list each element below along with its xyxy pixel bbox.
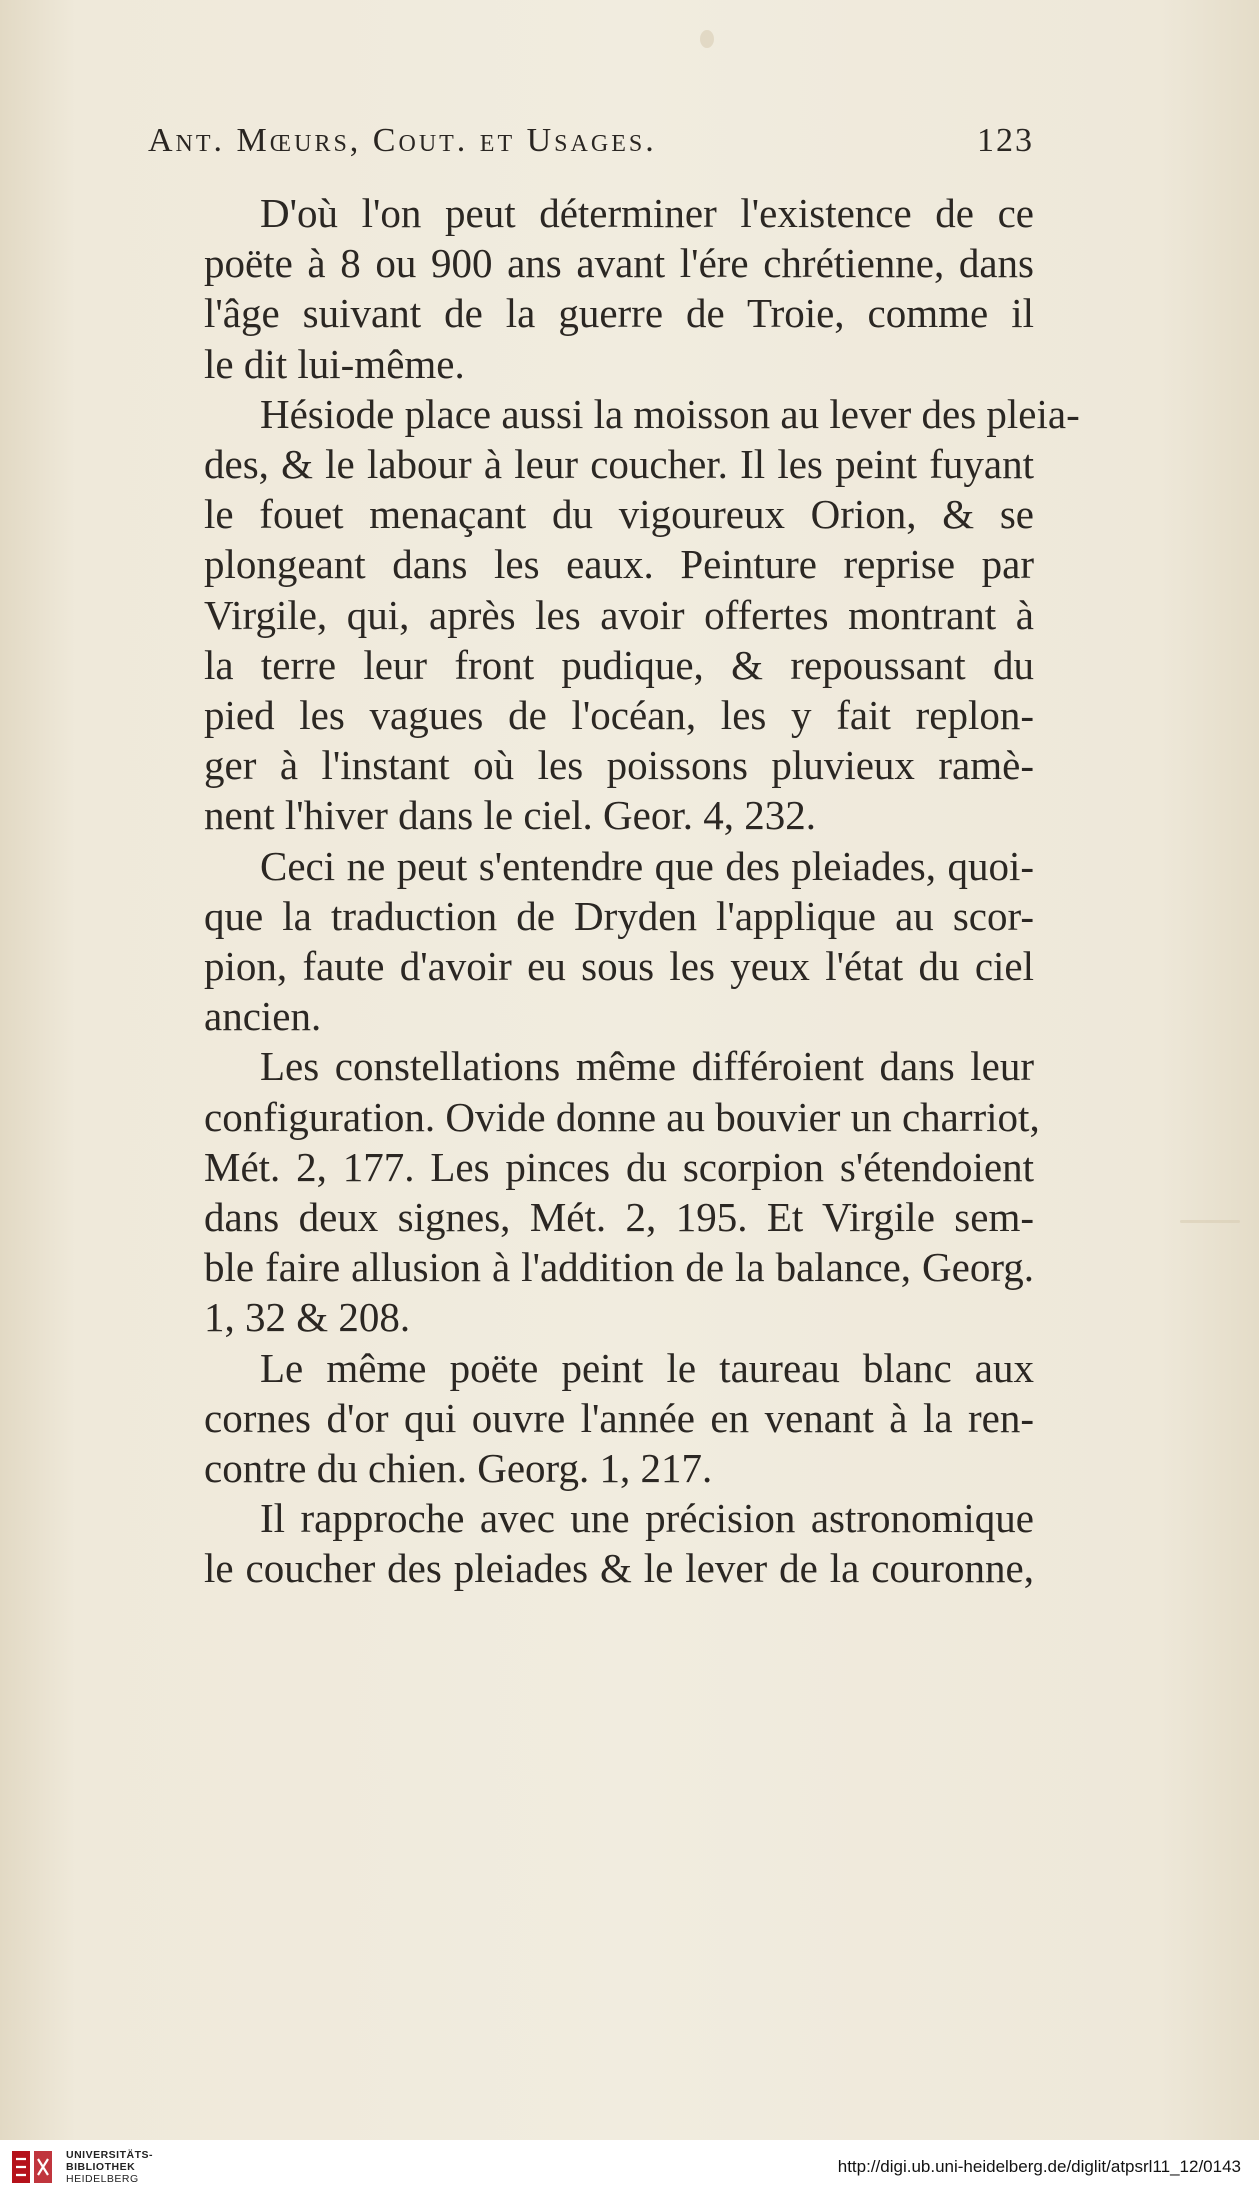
paper-stain (700, 30, 714, 48)
logo-line: HEIDELBERG (66, 2172, 139, 2185)
text-line: l'âge suivant de la guerre de Troie, comme il (204, 290, 1034, 337)
text-line: configuration. Ovide donne au bouvier un charriot, (204, 1093, 1040, 1140)
text-line: 1, 32 & 208. (204, 1294, 411, 1341)
text-line: Virgile, qui, après les avoir offertes montrant à (204, 591, 1034, 638)
running-title: Ant. Mœurs, Cout. et Usages. (148, 122, 657, 159)
page-number: 123 (977, 122, 1034, 159)
paragraph (148, 188, 1034, 389)
text-line: Le même poëte peint le taureau blanc aux (260, 1344, 1034, 1391)
text-line: D'où l'on peut déterminer l'existence de ce (260, 190, 1034, 236)
text-line: que la traduction de Dryden l'applique au scor- (204, 892, 1034, 939)
text-line: le fouet menaçant du vigoureux Orion, & se (204, 491, 1034, 538)
text-line: nent l'hiver dans le ciel. Geor. 4, 232. (204, 792, 816, 839)
footer-bar (0, 2140, 1259, 2193)
text-line: Les constellations même différoient dans leur (260, 1043, 1034, 1090)
text-line: Hésiode place aussi la moisson au lever des pleia- (260, 390, 1080, 437)
text-line: des, & le labour à leur coucher. Il les peint fuyant (204, 441, 1034, 488)
text-line: dans deux signes, Mét. 2, 195. Et Virgile sem- (204, 1194, 1034, 1241)
body-text (148, 188, 1080, 1594)
text-line: la terre leur front pudique, & repoussant du (204, 641, 1034, 688)
library-logo[interactable] (10, 2147, 153, 2187)
paragraph (148, 1493, 1034, 1593)
logo-line: BIBLIOTHEK (66, 2160, 136, 2173)
text-line: le coucher des pleiades & le lever de la couronne, (204, 1545, 1034, 1592)
text-line: cornes d'or qui ouvre l'année en venant à la ren- (204, 1394, 1034, 1441)
paragraph (148, 1343, 1034, 1494)
text-line: poëte à 8 ou 900 ans avant l'ére chrétienne, dans (204, 240, 1034, 287)
text-line: Ceci ne peut s'entendre que des pleiades, quoi- (260, 842, 1034, 889)
text-line: contre du chien. Georg. 1, 217. (204, 1445, 713, 1492)
paper-mark (1180, 1220, 1240, 1223)
text-line: ble faire allusion à l'addition de la balance, Georg. (204, 1244, 1034, 1291)
text-line: ger à l'instant où les poissons pluvieux ramè- (204, 742, 1034, 789)
permalink-url[interactable]: http://digi.ub.uni-heidelberg.de/diglit/atpsrl11_12/0143 (837, 2156, 1241, 2176)
paragraph (148, 841, 1034, 1042)
text-line: ancien. (204, 993, 322, 1040)
text-line: pion, faute d'avoir eu sous les yeux l'état du ciel (204, 943, 1034, 990)
library-seal-icon (10, 2147, 56, 2187)
text-line: plongeant dans les eaux. Peinture reprise par (204, 541, 1034, 588)
library-name (66, 2149, 153, 2185)
text-line: Il rapproche avec une précision astronomique (260, 1495, 1034, 1542)
paragraph (148, 1041, 1040, 1342)
logo-line: UNIVERSITÄTS- (66, 2148, 154, 2161)
running-header (148, 122, 1034, 182)
text-line: pied les vagues de l'océan, les y fait replon- (204, 692, 1034, 739)
paragraph (148, 389, 1080, 841)
text-line: Mét. 2, 177. Les pinces du scorpion s'étendoient (204, 1143, 1034, 1190)
text-line: le dit lui-même. (204, 340, 465, 387)
